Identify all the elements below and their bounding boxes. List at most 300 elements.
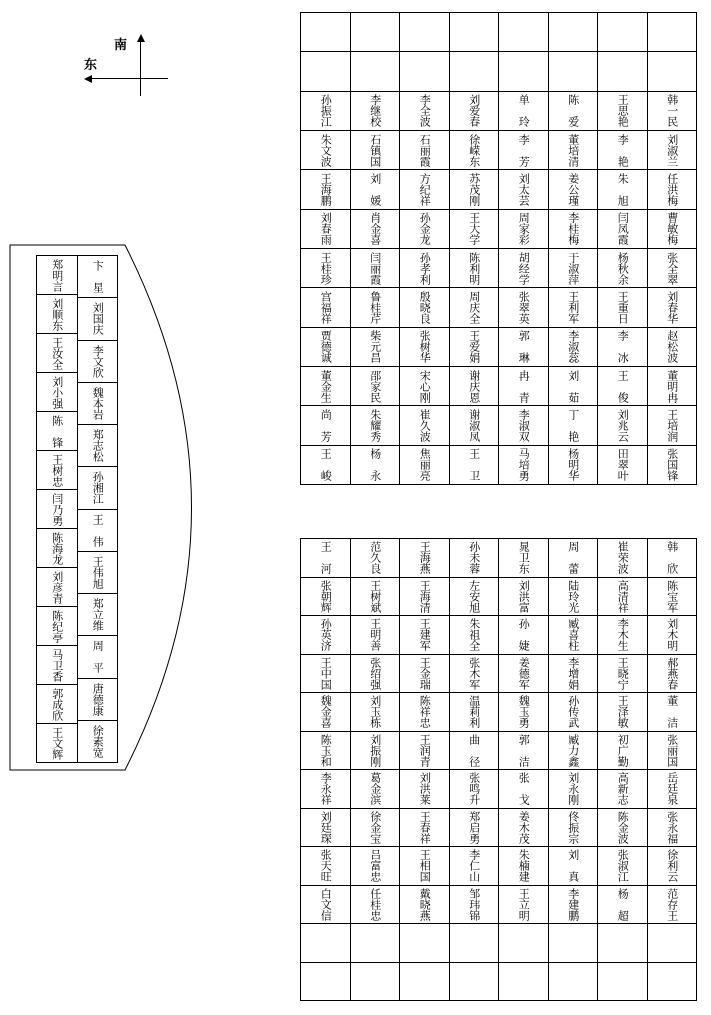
seat-cell <box>499 963 548 1001</box>
rostrum-seat-name: 郑明言 <box>50 258 64 292</box>
seat-cell <box>301 809 350 848</box>
seat-name: 陈祥忠 <box>418 695 432 729</box>
seat-cell <box>450 52 499 91</box>
seat-cell <box>400 131 449 170</box>
seat-cell <box>648 578 697 617</box>
seat-name: 王 卫 <box>467 448 481 482</box>
seat-cell <box>648 367 697 406</box>
seat-cell <box>450 693 499 732</box>
rostrum-seat-name: 魏本岩 <box>91 386 105 420</box>
seat-cell <box>450 131 499 170</box>
seat-cell <box>400 92 449 131</box>
seat-cell <box>648 446 697 484</box>
seat-cell <box>598 578 647 617</box>
seat-cell <box>499 249 548 288</box>
seat-name: 尚 芳 <box>319 408 333 442</box>
rostrum-seat-name: 郭成欣 <box>50 687 64 721</box>
seat-cell <box>549 92 598 131</box>
seat-name: 董培清 <box>566 133 580 167</box>
seat-cell <box>351 288 400 327</box>
seat-cell <box>400 539 449 578</box>
seat-cell <box>648 847 697 886</box>
seat-name: 刘爱春 <box>467 94 481 128</box>
seat-cell <box>400 655 449 694</box>
rostrum-seat-cell <box>37 724 77 762</box>
seat-cell <box>301 446 350 484</box>
seat-name: 崔荣波 <box>616 541 630 575</box>
seat-name: 刘兆云 <box>616 408 630 442</box>
seat-cell <box>400 328 449 367</box>
seat-cell <box>400 170 449 209</box>
rostrum-seat-cell <box>78 383 118 425</box>
rostrum-seat-name: 闫乃勇 <box>50 492 64 526</box>
seat-cell <box>499 616 548 655</box>
seat-cell <box>301 847 350 886</box>
seat-cell <box>499 52 548 91</box>
seat-cell <box>450 249 499 288</box>
rostrum-seat-name: 郑立维 <box>91 598 105 632</box>
seat-cell <box>450 367 499 406</box>
seat-cell <box>549 732 598 771</box>
seat-name: 孙英济 <box>319 618 333 652</box>
seat-name: 王泽敏 <box>616 695 630 729</box>
seat-cell <box>400 578 449 617</box>
compass-east-label: 东 <box>84 58 98 73</box>
seat-cell <box>301 13 350 52</box>
seat-cell <box>400 847 449 886</box>
seat-name: 于淑萍 <box>566 251 580 285</box>
seat-name: 王立明 <box>517 887 531 921</box>
seat-name: 张丽国 <box>665 733 679 767</box>
seat-name: 张永福 <box>665 810 679 844</box>
rostrum-seat-cell <box>78 298 118 340</box>
seat-cell <box>400 249 449 288</box>
seat-name: 肖金喜 <box>368 212 382 246</box>
seat-cell <box>598 655 647 694</box>
seat-cell <box>301 693 350 732</box>
seat-name: 王相国 <box>418 849 432 883</box>
seat-name: 丁 艳 <box>566 408 580 442</box>
seat-cell <box>301 886 350 925</box>
seat-name: 张木军 <box>467 656 481 690</box>
seat-cell <box>301 616 350 655</box>
seat-cell <box>549 539 598 578</box>
top-seating-table <box>300 12 697 485</box>
seat-name: 张全翠 <box>665 251 679 285</box>
rostrum-seat-name: 李文欣 <box>91 344 105 378</box>
seat-name: 张鸣升 <box>467 772 481 806</box>
seat-name: 张天旺 <box>319 849 333 883</box>
seat-cell <box>499 732 548 771</box>
seat-name: 初广勤 <box>616 733 630 767</box>
seat-name: 孙孝利 <box>418 251 432 285</box>
seat-name: 李 芳 <box>517 133 531 167</box>
rostrum-seat-name: 孙湘江 <box>91 471 105 505</box>
seat-cell <box>499 578 548 617</box>
seat-name: 王培润 <box>665 408 679 442</box>
seat-name: 石镇国 <box>368 133 382 167</box>
rostrum-seat-cell <box>37 529 77 568</box>
rostrum-seat-name: 王伟旭 <box>91 555 105 589</box>
seat-column <box>301 13 350 484</box>
seat-cell <box>400 406 449 445</box>
seat-name: 石丽霞 <box>418 133 432 167</box>
seat-cell <box>648 616 697 655</box>
seat-cell <box>598 13 647 52</box>
seat-name: 臧力鑫 <box>566 733 580 767</box>
seat-name: 李增娟 <box>566 656 580 690</box>
seat-cell <box>499 886 548 925</box>
seat-name: 臧喜柱 <box>566 618 580 652</box>
seat-cell <box>598 288 647 327</box>
seat-name: 王海清 <box>418 579 432 613</box>
seat-cell <box>400 693 449 732</box>
seat-cell <box>499 367 548 406</box>
seat-name: 闫丽霞 <box>368 251 382 285</box>
seat-name: 王海燕 <box>418 541 432 575</box>
seat-name: 王海鹏 <box>319 172 333 206</box>
seat-name: 戴晓燕 <box>418 887 432 921</box>
seat-column <box>399 13 449 484</box>
seat-name: 吕富忠 <box>368 849 382 883</box>
seat-cell <box>301 406 350 445</box>
seat-cell <box>351 963 400 1001</box>
rostrum-seat-cell <box>78 425 118 467</box>
seat-name: 宋心刚 <box>418 369 432 403</box>
seat-name: 范久良 <box>368 541 382 575</box>
seat-name: 李 艳 <box>616 133 630 167</box>
seat-cell <box>351 210 400 249</box>
seat-cell <box>499 809 548 848</box>
seat-cell <box>499 446 548 484</box>
rostrum-seat-cell <box>37 256 77 295</box>
rostrum-seat-cell <box>78 256 118 298</box>
seat-name: 柴元昌 <box>368 330 382 364</box>
rostrum-seat-cell <box>78 341 118 383</box>
seat-name: 张朝辉 <box>319 579 333 613</box>
seat-cell <box>549 446 598 484</box>
rostrum-seat-name: 刘小强 <box>50 375 64 409</box>
seat-name: 范存王 <box>665 887 679 921</box>
seat-name: 葛金滨 <box>368 772 382 806</box>
rostrum-seat-name: 王 伟 <box>91 513 105 547</box>
seat-name: 刘永刚 <box>566 772 580 806</box>
seat-name: 张国锋 <box>665 448 679 482</box>
seat-cell <box>400 288 449 327</box>
seat-cell <box>499 170 548 209</box>
seat-name: 李淑双 <box>517 408 531 442</box>
seat-cell <box>351 809 400 848</box>
seat-cell <box>598 406 647 445</box>
seat-name: 杨 永 <box>368 448 382 482</box>
seat-cell <box>351 406 400 445</box>
seat-name: 魏金喜 <box>319 695 333 729</box>
seat-name: 郭 琳 <box>517 330 531 364</box>
seat-name: 王中国 <box>319 656 333 690</box>
bottom-seating-table <box>300 538 697 1001</box>
seat-column <box>647 13 697 484</box>
seat-cell <box>351 847 400 886</box>
rostrum-seat-cell <box>37 490 77 529</box>
seat-cell <box>351 446 400 484</box>
seat-name: 陈 爱 <box>566 94 580 128</box>
seat-cell <box>301 288 350 327</box>
rostrum-seat-cell <box>37 334 77 373</box>
seat-cell <box>301 210 350 249</box>
seat-name: 陈利明 <box>467 251 481 285</box>
seat-name: 刘春华 <box>665 290 679 324</box>
seat-name: 李淑蕊 <box>566 330 580 364</box>
seat-cell <box>648 288 697 327</box>
seat-cell <box>648 92 697 131</box>
seat-name: 王金瑞 <box>418 656 432 690</box>
seat-cell <box>549 131 598 170</box>
seat-cell <box>648 170 697 209</box>
seat-name: 谢淑凤 <box>467 408 481 442</box>
seat-name: 姜公瑾 <box>566 172 580 206</box>
seat-cell <box>301 131 350 170</box>
seat-name: 王明善 <box>368 618 382 652</box>
seat-name: 冉 青 <box>517 369 531 403</box>
seat-cell <box>499 539 548 578</box>
seat-name: 任桂忠 <box>368 887 382 921</box>
seat-cell <box>450 770 499 809</box>
seat-cell <box>400 210 449 249</box>
rostrum-seat-cell <box>78 510 118 552</box>
seat-cell <box>400 963 449 1001</box>
seat-name: 刘 茹 <box>566 369 580 403</box>
seat-column <box>548 13 598 484</box>
seat-name: 闫凤霞 <box>616 212 630 246</box>
seat-cell <box>648 655 697 694</box>
seat-cell <box>598 328 647 367</box>
seat-cell <box>400 886 449 925</box>
seat-name: 赵松波 <box>665 330 679 364</box>
seat-name: 张 戈 <box>517 772 531 806</box>
seat-cell <box>351 539 400 578</box>
seat-column <box>548 539 598 1000</box>
seat-cell <box>648 924 697 963</box>
seat-name: 白文信 <box>319 887 333 921</box>
seat-name: 杨 超 <box>616 887 630 921</box>
seat-column <box>498 13 548 484</box>
seat-cell <box>301 963 350 1001</box>
seat-name: 刘 真 <box>566 849 580 883</box>
seat-name: 陆玲光 <box>566 579 580 613</box>
seat-name: 刘木明 <box>665 618 679 652</box>
seat-column <box>597 539 647 1000</box>
seat-cell <box>450 92 499 131</box>
rostrum-seat-cell <box>78 552 118 594</box>
seat-cell <box>301 539 350 578</box>
seat-cell <box>450 328 499 367</box>
seat-cell <box>598 446 647 484</box>
seat-cell <box>450 446 499 484</box>
seat-cell <box>549 963 598 1001</box>
rostrum-seat-cell <box>78 467 118 509</box>
seat-cell <box>499 92 548 131</box>
seat-cell <box>351 655 400 694</box>
seat-name: 徐利云 <box>665 849 679 883</box>
seat-name: 王建军 <box>418 618 432 652</box>
seat-name: 王思艳 <box>616 94 630 128</box>
seat-name: 孙传武 <box>566 695 580 729</box>
seat-cell <box>450 924 499 963</box>
seat-cell <box>450 732 499 771</box>
seat-cell <box>351 170 400 209</box>
rostrum-seat-cell <box>37 685 77 724</box>
seat-cell <box>351 249 400 288</box>
seat-name: 杨明华 <box>566 448 580 482</box>
seat-column <box>498 539 548 1000</box>
seat-cell <box>648 963 697 1001</box>
compass-south-label: 南 <box>114 38 128 53</box>
seat-name: 刘太芸 <box>517 172 531 206</box>
seat-cell <box>351 92 400 131</box>
seat-name: 李木生 <box>616 618 630 652</box>
seat-cell <box>648 770 697 809</box>
seat-name: 刘洪莱 <box>418 772 432 806</box>
seat-cell <box>598 963 647 1001</box>
seat-cell <box>499 210 548 249</box>
seat-name: 王重日 <box>616 290 630 324</box>
seat-cell <box>598 249 647 288</box>
seat-cell <box>351 367 400 406</box>
seat-cell <box>351 693 400 732</box>
seat-name: 朱文波 <box>319 133 333 167</box>
seat-name: 王爱娟 <box>467 330 481 364</box>
seat-name: 刘淑兰 <box>665 133 679 167</box>
seat-name: 高新志 <box>616 772 630 806</box>
seat-name: 贾德诚 <box>319 330 333 364</box>
seat-cell <box>400 924 449 963</box>
seat-cell <box>648 52 697 91</box>
seat-cell <box>549 406 598 445</box>
seat-cell <box>549 655 598 694</box>
seat-cell <box>648 539 697 578</box>
rostrum-seat-name: 唐德康 <box>91 682 105 716</box>
seat-cell <box>598 367 647 406</box>
seat-cell <box>450 578 499 617</box>
seat-name: 王大学 <box>467 212 481 246</box>
seat-name: 孙振江 <box>319 94 333 128</box>
seat-cell <box>351 578 400 617</box>
seat-name: 邵家民 <box>368 369 382 403</box>
seat-name: 李建鹏 <box>566 887 580 921</box>
seat-name: 王春祥 <box>418 810 432 844</box>
seat-cell <box>648 886 697 925</box>
seat-cell <box>598 92 647 131</box>
rostrum-seat-cell <box>37 295 77 334</box>
seat-name: 韩一民 <box>665 94 679 128</box>
seat-cell <box>450 809 499 848</box>
seat-cell <box>549 249 598 288</box>
seat-cell <box>400 616 449 655</box>
seat-column <box>597 13 647 484</box>
seat-cell <box>598 210 647 249</box>
seat-cell <box>648 131 697 170</box>
seat-name: 陈金波 <box>616 810 630 844</box>
seat-name: 焦丽亮 <box>418 448 432 482</box>
rostrum-seat-name: 王文辉 <box>50 726 64 760</box>
rostrum-seat-cell <box>78 721 118 762</box>
seat-name: 魏玉勇 <box>517 695 531 729</box>
seat-name: 邹玮锦 <box>467 887 481 921</box>
seat-cell <box>301 367 350 406</box>
rostrum-seat-cell <box>78 636 118 678</box>
seat-name: 郑启勇 <box>467 810 481 844</box>
seat-name: 董金生 <box>319 369 333 403</box>
seat-name: 方纪祥 <box>418 172 432 206</box>
seat-cell <box>549 328 598 367</box>
seat-cell <box>351 770 400 809</box>
seat-cell <box>598 886 647 925</box>
seat-cell <box>499 770 548 809</box>
seat-name: 曲 径 <box>467 733 481 767</box>
seat-cell <box>598 170 647 209</box>
seat-name: 张树华 <box>418 330 432 364</box>
seat-cell <box>450 13 499 52</box>
seat-name: 殷晓良 <box>418 290 432 324</box>
seat-name: 徐金宝 <box>368 810 382 844</box>
seat-cell <box>351 13 400 52</box>
seat-name: 单 玲 <box>517 94 531 128</box>
seat-name: 姜德军 <box>517 656 531 690</box>
seat-name: 李桂梅 <box>566 212 580 246</box>
seat-cell <box>351 52 400 91</box>
seat-name: 刘玉栋 <box>368 695 382 729</box>
seat-cell <box>549 367 598 406</box>
seat-column <box>350 539 400 1000</box>
seat-name: 张绍强 <box>368 656 382 690</box>
rostrum-seat-cell <box>78 594 118 636</box>
seat-cell <box>450 616 499 655</box>
seat-name: 李 冰 <box>616 330 630 364</box>
rostrum-seat-cell <box>37 373 77 412</box>
seat-name: 李仁山 <box>467 849 481 883</box>
seat-column <box>449 539 499 1000</box>
seat-cell <box>549 170 598 209</box>
seat-cell <box>648 693 697 732</box>
seat-cell <box>450 539 499 578</box>
seat-cell <box>301 732 350 771</box>
seat-cell <box>450 963 499 1001</box>
seat-cell <box>648 809 697 848</box>
rostrum-seat-cell <box>37 412 77 451</box>
seat-cell <box>648 249 697 288</box>
seat-cell <box>351 616 400 655</box>
seat-name: 朱耀秀 <box>368 408 382 442</box>
rostrum-seat-cell <box>37 451 77 490</box>
seat-name: 王 俊 <box>616 369 630 403</box>
seat-cell <box>499 693 548 732</box>
seat-cell <box>499 406 548 445</box>
seat-cell <box>598 616 647 655</box>
seat-cell <box>301 770 350 809</box>
seat-cell <box>549 210 598 249</box>
seat-name: 徐嵘东 <box>467 133 481 167</box>
seat-cell <box>598 693 647 732</box>
seat-cell <box>598 131 647 170</box>
seat-name: 郭 洁 <box>517 733 531 767</box>
seat-name: 刘廷琛 <box>319 810 333 844</box>
seat-cell <box>549 616 598 655</box>
seat-name: 刘振刚 <box>368 733 382 767</box>
seat-cell <box>450 406 499 445</box>
seat-name: 李永祥 <box>319 772 333 806</box>
rostrum-seat-cell <box>37 646 77 685</box>
seat-cell <box>400 446 449 484</box>
